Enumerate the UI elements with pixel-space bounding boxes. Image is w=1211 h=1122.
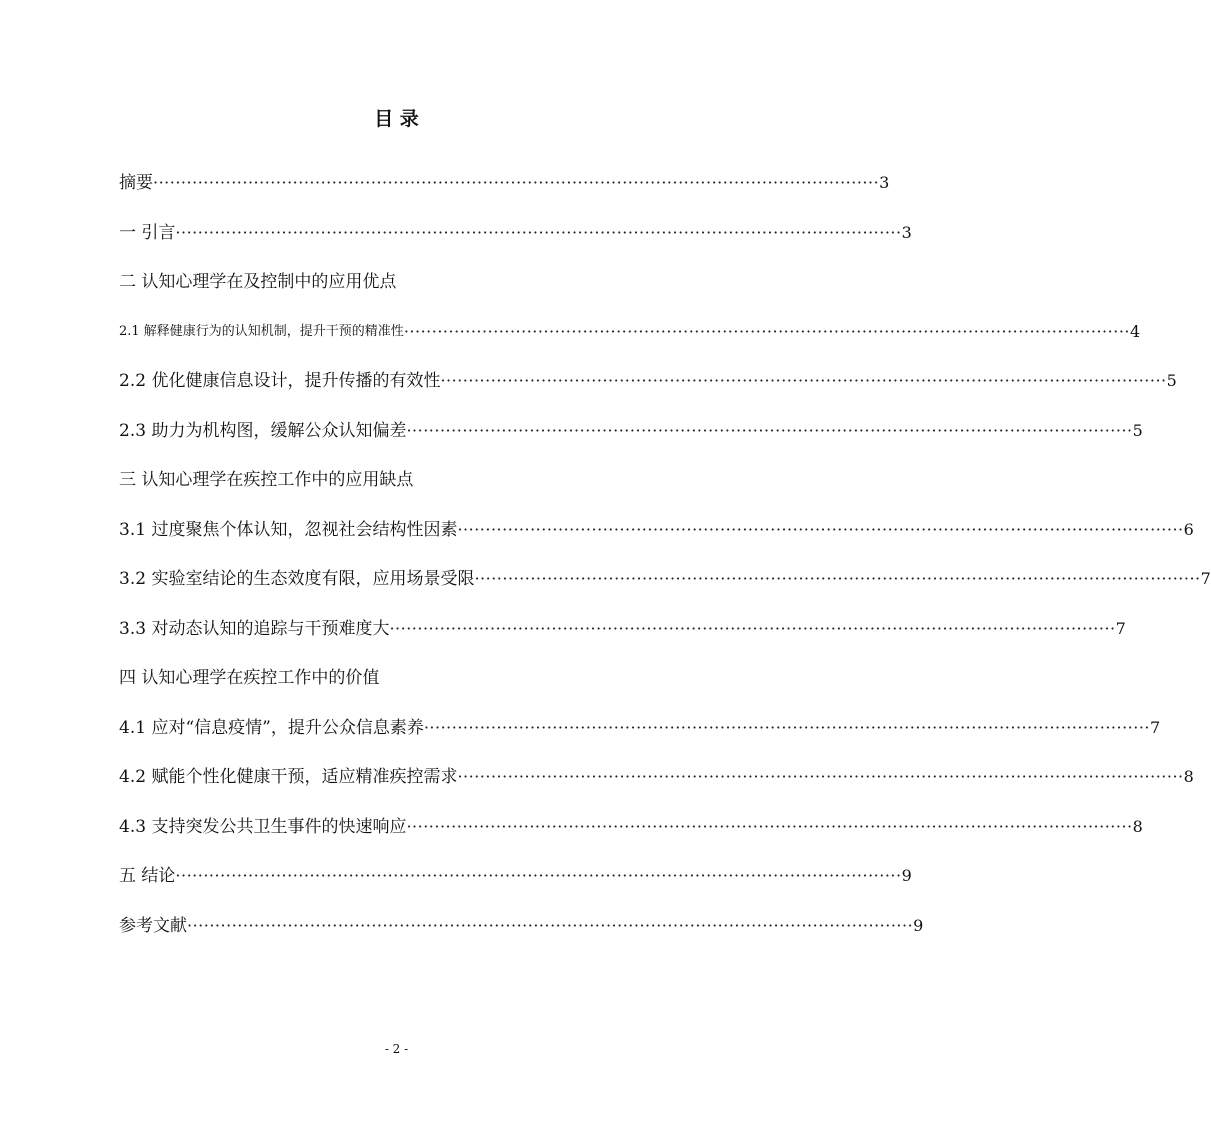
toc-page-number: 8 xyxy=(1132,817,1143,836)
toc-page-number: 5 xyxy=(1166,371,1177,390)
toc-entry-label: 3.3 对动态认知的追踪与干预难度大 xyxy=(119,619,390,639)
toc-leader-dots: ·································································································································· xyxy=(153,173,880,192)
toc-entry-2-1[interactable] xyxy=(119,320,1141,344)
toc-entry-conclusion[interactable] xyxy=(119,864,912,888)
page-footer-number: - 2 - xyxy=(384,1042,409,1056)
toc-page-number: 6 xyxy=(1183,520,1194,539)
toc-leader-dots: ·································································································································· xyxy=(457,767,1184,786)
toc-page-number: 7 xyxy=(1200,569,1211,588)
toc-entry-references[interactable] xyxy=(119,914,924,938)
toc-leader-dots: ·································································································································· xyxy=(457,520,1184,539)
toc-entry-label: 2.3 助力为机构图，缓解公众认知偏差 xyxy=(119,421,407,441)
toc-entry-label: 4.3 支持突发公共卫生事件的快速响应 xyxy=(119,817,407,837)
toc-entry-label: 五 结论 xyxy=(119,866,176,886)
toc-leader-dots: ·································································································································· xyxy=(406,817,1133,836)
toc-leader-dots: ·································································································································· xyxy=(175,866,902,885)
toc-title: 目 录 xyxy=(374,108,419,130)
toc-entry-abstract[interactable] xyxy=(119,171,890,195)
toc-entry-label: 二 认知心理学在及控制中的应用优点 xyxy=(119,272,397,292)
toc-entry-3-3[interactable] xyxy=(119,617,1126,641)
toc-leader-dots: ·································································································································· xyxy=(440,371,1167,390)
toc-entry-section-3[interactable] xyxy=(119,468,413,492)
toc-leader-dots: ·································································································································· xyxy=(187,916,914,935)
toc-entry-label: 4.1 应对“信息疫情”，提升公众信息素养 xyxy=(119,718,424,738)
toc-leader-dots: ·································································································································· xyxy=(175,223,902,242)
toc-entry-label: 摘要 xyxy=(119,173,153,193)
toc-leader-dots: ·································································································································· xyxy=(403,322,1130,341)
toc-page-number: 7 xyxy=(1150,718,1161,737)
toc-entry-label: 三 认知心理学在疾控工作中的应用缺点 xyxy=(119,470,414,490)
toc-page-number: 3 xyxy=(879,173,890,192)
toc-entry-3-1[interactable] xyxy=(119,518,1194,542)
toc-entry-label: 四 认知心理学在疾控工作中的价值 xyxy=(119,668,380,688)
toc-page-number: 9 xyxy=(901,866,912,885)
toc-entry-2-3[interactable] xyxy=(119,419,1143,443)
toc-entry-introduction[interactable] xyxy=(119,221,912,245)
toc-entry-label: 参考文献 xyxy=(119,916,187,936)
toc-entry-section-4[interactable] xyxy=(119,666,379,690)
toc-entry-section-2[interactable] xyxy=(119,270,396,294)
toc-leader-dots: ·································································································································· xyxy=(389,619,1116,638)
toc-entry-label: 2.1 解释健康行为的认知机制，提升干预的精准性 xyxy=(119,324,404,339)
toc-entry-4-3[interactable] xyxy=(119,815,1143,839)
toc-page-number: 5 xyxy=(1132,421,1143,440)
toc-page-number: 3 xyxy=(901,223,912,242)
toc-page-number: 4 xyxy=(1129,322,1141,341)
toc-page-number: 9 xyxy=(913,916,924,935)
toc-entry-3-2[interactable] xyxy=(119,567,1211,591)
toc-leader-dots: ·································································································································· xyxy=(423,718,1150,737)
toc-entry-label: 4.2 赋能个性化健康干预，适应精准疾控需求 xyxy=(119,767,458,787)
toc-entry-label: 3.2 实验室结论的生态效度有限，应用场景受限 xyxy=(119,569,475,589)
toc-page-number: 8 xyxy=(1183,767,1194,786)
toc-entry-4-1[interactable] xyxy=(119,716,1161,740)
toc-entry-label: 一 引言 xyxy=(119,223,176,243)
toc-page-number: 7 xyxy=(1115,619,1126,638)
toc-entry-label: 3.1 过度聚焦个体认知，忽视社会结构性因素 xyxy=(119,520,458,540)
toc-entry-label: 2.2 优化健康信息设计，提升传播的有效性 xyxy=(119,371,441,391)
toc-leader-dots: ·································································································································· xyxy=(406,421,1133,440)
toc-entry-2-2[interactable] xyxy=(119,369,1177,393)
toc-entry-4-2[interactable] xyxy=(119,765,1194,789)
toc-leader-dots: ·································································································································· xyxy=(474,569,1201,588)
